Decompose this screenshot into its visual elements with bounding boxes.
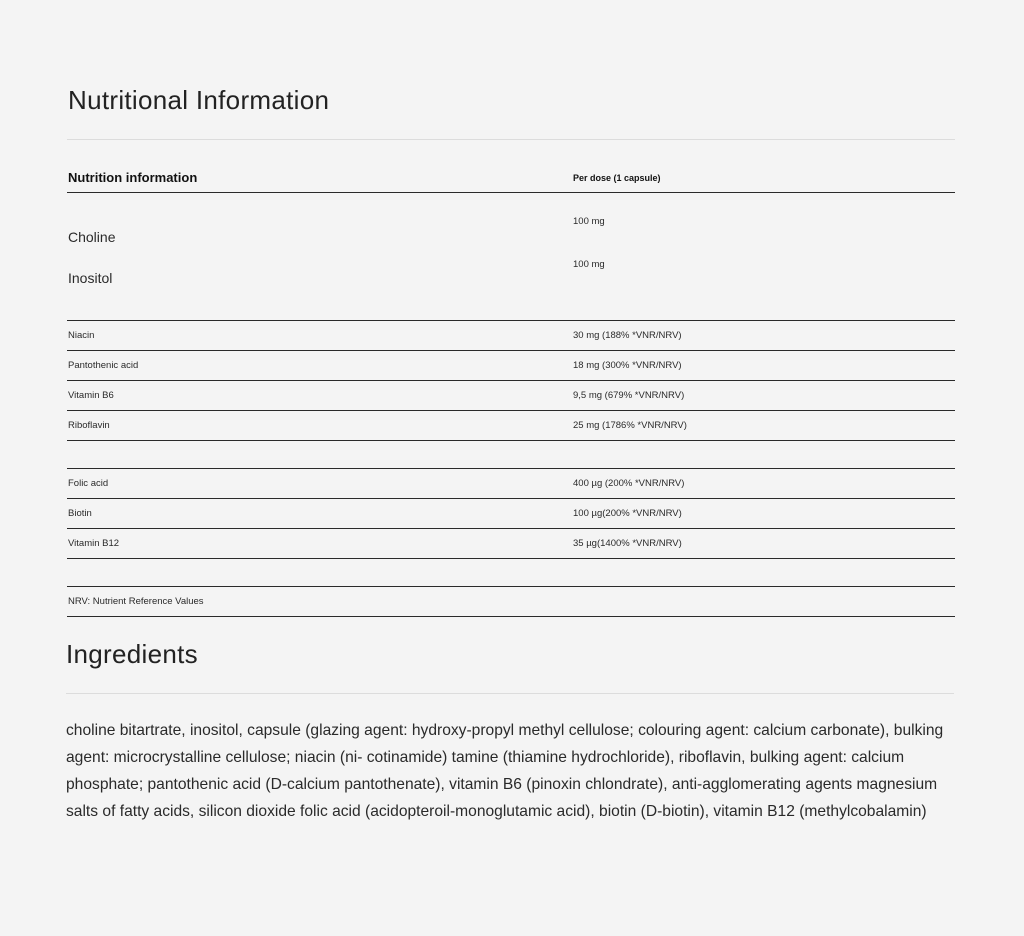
ingredients-list: choline bitartrate, inositol, capsule (glazing agent: hydroxy-propyl methyl cellulose; colouring agent: calcium carbonate), bulking agent: microcrystalline cellulose; niacin (ni- cotinamide) tamine (thiamine hydrochloride), riboflavin, bulking agent: calcium phosphate; pantothenic acid (D-calcium pantothenate), vitamin B6 (pinoxin chlondrate), anti-agglomerating agents magnesium salts of fatty acids, silicon dioxide folic acid (acidopteroil-monoglutamic acid), biotin (D-biotin), vitamin B12 (methylcobalamin) <box>66 722 944 820</box>
nutrient-value: 30 mg (188% *VNR/NRV) <box>573 330 682 341</box>
nutrient-name: Inositol <box>68 270 113 286</box>
nutrient-value: 100 µg(200% *VNR/NRV) <box>573 508 682 519</box>
nutrient-name: Riboflavin <box>68 420 110 431</box>
table-rule <box>67 616 955 617</box>
divider <box>67 139 955 140</box>
nutrition-title: Nutritional Information <box>68 85 330 115</box>
table-rule <box>67 320 955 321</box>
table-rule <box>67 528 955 529</box>
nutrient-value: 35 µg(1400% *VNR/NRV) <box>573 538 682 549</box>
table-rule <box>67 440 955 441</box>
nutrient-value: 400 µg (200% *VNR/NRV) <box>573 478 685 489</box>
table-footnote: NRV: Nutrient Reference Values <box>68 596 204 607</box>
table-rule <box>67 380 955 381</box>
table-header-nutrient: Nutrition information <box>68 170 198 185</box>
nutrient-value: 18 mg (300% *VNR/NRV) <box>573 360 682 371</box>
ingredients-title: Ingredients <box>66 639 198 669</box>
table-header-per-dose: Per dose (1 capsule) <box>573 173 661 183</box>
nutrient-name: Choline <box>68 229 116 245</box>
table-rule <box>67 468 955 469</box>
nutrient-name: Vitamin B12 <box>68 538 120 549</box>
divider <box>66 693 954 694</box>
table-rule <box>67 586 955 587</box>
table-rule <box>67 498 955 499</box>
table-rule <box>67 558 955 559</box>
nutrient-name: Niacin <box>68 330 95 341</box>
nutrient-name: Pantothenic acid <box>68 360 139 371</box>
table-rule <box>67 192 955 193</box>
nutrient-value: 100 mg <box>573 216 605 227</box>
table-rule <box>67 410 955 411</box>
nutrient-value: 9,5 mg (679% *VNR/NRV) <box>573 390 685 401</box>
table-rule <box>67 350 955 351</box>
nutrient-name: Vitamin B6 <box>68 390 114 401</box>
nutrient-name: Folic acid <box>68 478 109 489</box>
nutrient-value: 100 mg <box>573 259 605 270</box>
nutrient-name: Biotin <box>68 508 92 519</box>
nutrient-value: 25 mg (1786% *VNR/NRV) <box>573 420 687 431</box>
